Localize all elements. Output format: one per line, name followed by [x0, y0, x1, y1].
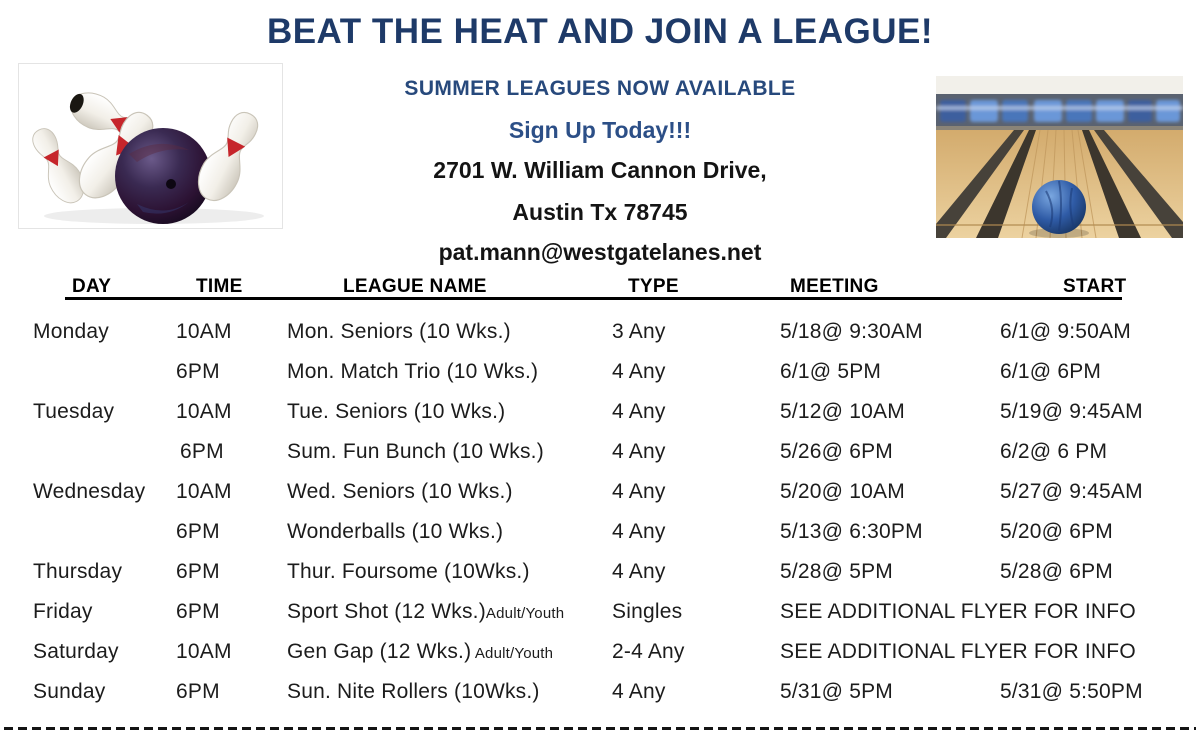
table-row [33, 672, 1163, 712]
bowling-lanes-illustration [936, 76, 1183, 238]
cell-meeting: 5/28@ 5PM [780, 560, 894, 583]
subtitle: SUMMER LEAGUES NOW AVAILABLE [404, 77, 796, 100]
cell-day: Thursday [33, 560, 123, 583]
cell-meeting: 6/1@ 5PM [780, 360, 882, 383]
cell-type: 4 Any [612, 480, 666, 503]
table-row [33, 632, 1163, 672]
cell-league: Mon. Match Trio (10 Wks.) [287, 360, 539, 383]
cell-type: 3 Any [612, 320, 666, 343]
cell-start: 5/28@ 6PM [1000, 560, 1114, 583]
cell-time: 6PM [176, 600, 220, 623]
cell-meeting: 5/26@ 6PM [780, 440, 894, 463]
cell-time: 10AM [176, 480, 232, 503]
cell-type: Singles [612, 600, 683, 623]
cell-league: Wed. Seniors (10 Wks.) [287, 480, 513, 503]
cell-day: Wednesday [33, 480, 146, 503]
cell-league: Thur. Foursome (10Wks.) [287, 560, 530, 583]
table-header-row [33, 276, 1163, 298]
cell-time: 6PM [176, 360, 220, 383]
cell-type: 4 Any [612, 560, 666, 583]
header-start: START [1063, 276, 1127, 297]
schedule-table [33, 276, 1163, 703]
signup-line: Sign Up Today!!! [508, 117, 692, 143]
cell-type: 4 Any [612, 680, 666, 703]
cell-time: 6PM [176, 520, 220, 543]
bottom-dashed-divider [4, 727, 1196, 730]
email-text: pat.mann@westgatelanes.net [438, 239, 762, 265]
cell-time: 10AM [176, 640, 232, 663]
header-type: TYPE [628, 276, 679, 297]
cell-meeting: SEE ADDITIONAL FLYER FOR INFO [780, 600, 1136, 623]
cell-day: Friday [33, 600, 93, 623]
flyer-title: BEAT THE HEAT AND JOIN A LEAGUE! [266, 12, 934, 51]
cell-league: Mon. Seniors (10 Wks.) [287, 320, 511, 343]
cell-meeting: 5/18@ 9:30AM [780, 320, 923, 343]
cell-start: 6/2@ 6 PM [1000, 440, 1108, 463]
cell-time: 10AM [176, 400, 232, 423]
cell-type: 4 Any [612, 520, 666, 543]
cell-time: 10AM [176, 320, 232, 343]
cell-start: 5/19@ 9:45AM [1000, 400, 1143, 423]
table-row [33, 432, 1163, 472]
cell-league: Tue. Seniors (10 Wks.) [287, 400, 506, 423]
cell-league: Gen Gap (12 Wks.) Adult/Youth [287, 640, 554, 663]
header-underline [65, 297, 1122, 300]
cell-type: 4 Any [612, 400, 666, 423]
cell-meeting: 5/12@ 10AM [780, 400, 905, 423]
cell-start: 5/20@ 6PM [1000, 520, 1114, 543]
cell-time: 6PM [176, 560, 220, 583]
table-row [33, 312, 1163, 352]
cell-league-note: Adult/Youth [471, 645, 554, 662]
cell-league-note: Adult/Youth [485, 605, 565, 622]
header-meeting: MEETING [790, 276, 879, 297]
cell-league: Sun. Nite Rollers (10Wks.) [287, 680, 540, 703]
bowling-pins-ball-illustration [19, 64, 282, 228]
cell-start: 6/1@ 6PM [1000, 360, 1102, 383]
cell-league: Wonderballs (10 Wks.) [287, 520, 504, 543]
cell-type: 4 Any [612, 360, 666, 383]
cell-day: Saturday [33, 640, 119, 663]
cell-time: 6PM [180, 440, 224, 463]
cell-meeting: 5/13@ 6:30PM [780, 520, 923, 543]
bowling-lanes-photo [936, 76, 1183, 238]
table-row [33, 512, 1163, 552]
cell-day: Tuesday [33, 400, 115, 423]
cell-league: Sport Shot (12 Wks.)Adult/Youth [287, 600, 565, 623]
cell-meeting: SEE ADDITIONAL FLYER FOR INFO [780, 640, 1136, 663]
cell-start: 6/1@ 9:50AM [1000, 320, 1131, 343]
cell-type: 4 Any [612, 440, 666, 463]
cell-meeting: 5/31@ 5PM [780, 680, 894, 703]
header-time: TIME [196, 276, 243, 297]
address-line-1: 2701 W. William Cannon Drive, [433, 157, 767, 183]
cell-type: 2-4 Any [612, 640, 685, 663]
table-row [33, 472, 1163, 512]
table-row [33, 392, 1163, 432]
cell-day: Monday [33, 320, 109, 343]
table-body [33, 312, 1163, 712]
table-row [33, 592, 1163, 632]
table-row [33, 352, 1163, 392]
cell-meeting: 5/20@ 10AM [780, 480, 905, 503]
header-league-name: LEAGUE NAME [343, 276, 487, 297]
cell-start: 5/31@ 5:50PM [1000, 680, 1143, 703]
cell-day: Sunday [33, 680, 106, 703]
table-row [33, 552, 1163, 592]
cell-start: 5/27@ 9:45AM [1000, 480, 1143, 503]
cell-league: Sum. Fun Bunch (10 Wks.) [287, 440, 544, 463]
bowling-pins-ball-photo [18, 63, 283, 229]
address-line-2: Austin Tx 78745 [512, 199, 688, 225]
cell-time: 6PM [176, 680, 220, 703]
header-day: DAY [72, 276, 112, 297]
